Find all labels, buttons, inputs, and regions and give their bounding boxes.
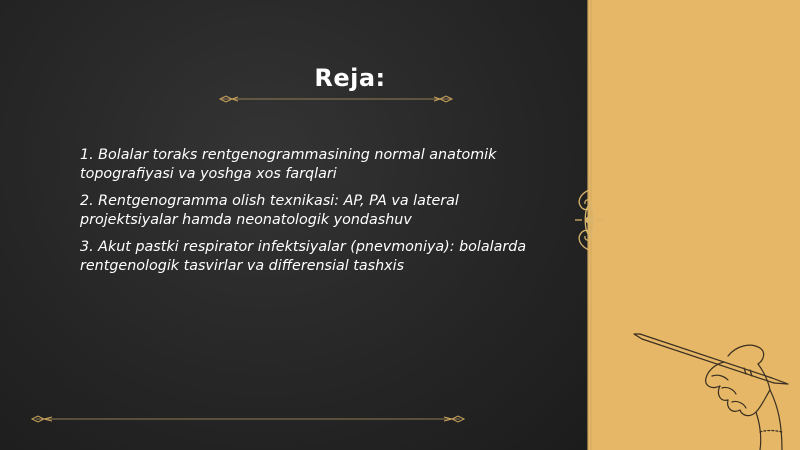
- scroll-ornament-icon: [575, 178, 603, 262]
- plan-item-3: 3. Akut pastki respirator infektsiyalar (pnevmoniya): bolalarda rentgenologik tasvirlar va differensial tashxis: [80, 239, 527, 274]
- plan-item-2: 2. Rentgenogramma olish texnikasi: AP, PA va lateral projektsiyalar hamda neonatologik yondashuv: [80, 193, 459, 228]
- slide-title: Reja:: [314, 64, 386, 92]
- title-underline-ornament: [216, 92, 456, 106]
- hand-with-pen-illustration: [632, 320, 792, 450]
- plan-list: [80, 146, 560, 284]
- bottom-ornament-rule: [28, 412, 468, 426]
- plan-item-1: 1. Bolalar toraks rentgenogrammasining normal anatomik topografiyasi va yoshga xos farqlari: [80, 147, 497, 182]
